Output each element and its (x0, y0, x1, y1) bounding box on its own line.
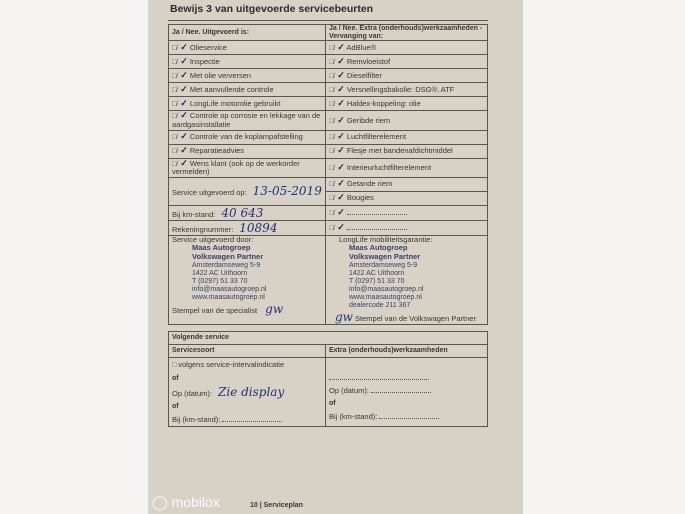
km-value: 40 643 (221, 205, 264, 220)
invoice-cell: Rekeningnummer: 10894 (169, 220, 326, 235)
title-rule (168, 20, 488, 21)
check-item: □/ ✓ Met olie verversen (169, 69, 326, 83)
signature: gw (335, 309, 353, 324)
right-header: Ja / Nee. Extra (onderhouds)werkzaamheden - Vervanging van: (326, 25, 488, 41)
service-table: Ja / Nee. Uitgevoerd is: Ja / Nee. Extra (onderhouds)werkzaamheden - Vervanging van: □/ ✓ Olieservice □/ ✓ AdBlue® □/ ✓ Inspectie □/ ✓ Remvloeistof □/ ✓ Met olie verversen □/ ✓ Dieselfilter □/ ✓ Met aanvullende controle □/ ✓ Versnellingsbakolie: DSG®, ATF □/ ✓ LongLife motorolie gebruikt □/ ✓ Haldex-koppeling: olie □/ ✓ Controle op corrosie en lekkage van de aardgasinstallatie □/ ✓ Geribde riem □/ ✓ Controle van de koplampafstelling □/ ✓ Luchtfilterelement □/ ✓ Reparatieadvies □/ ✓ Flesje met bandenafdichtmiddel □/ ✓ Wens klant (ook op de werkorder vermelden) □/ ✓ Interieurluchtfilterelement Service uitgevoerd op: 13-05-2019 □/ ✓ Getande riem □/ ✓ Bougies Bij km-stand: 40 643 □/ ✓ Rekeningnummer: 10894 □/ ✓ Service uitgevoerd door: Maas Autogroep Volkswagen Partner Amsterdamseweg 5-9 1422 AC Uithoorn T (0297) 51 33 70 info@maasautogroep.nl www.maasautogroep.nl Stempel van de specialist gw LongLife mobiliteitsgarantie: Maas Autogroep Volkswagen Partner Amsterdamseweg 5-9 1422 AC Uithoorn T (0297) 51 33 70 info@maasautogroep.nl www.maasautogroep.nl dealercode 211 367 gw Stempel van de Volkswagen Partner (168, 24, 488, 325)
check-item: □/ ✓ Dieselfilter (326, 69, 488, 83)
table-row (169, 144, 488, 158)
table-row (169, 97, 488, 111)
check-item: □/ ✓ Reparatieadvies (169, 144, 326, 158)
service-date: 13-05-2019 (252, 184, 322, 199)
check-item: □/ ✓ Inspectie (169, 55, 326, 69)
check-item: □/ ✓ Controle op corrosie en lekkage van de aardgasinstallatie (169, 111, 326, 130)
table-row (169, 111, 488, 130)
km-cell: Bij km-stand: 40 643 (169, 205, 326, 220)
table-row (169, 69, 488, 83)
check-item: □/ ✓ Met aanvullende controle (169, 83, 326, 97)
check-item: □/ ✓ Olieservice (169, 41, 326, 55)
document-body (168, 24, 488, 427)
next-service-table: Volgende service Servicesoort Extra (onderhouds)werkzaamheden □ volgens service-intervalindicatie of Op (datum): Zie display of Bij (km-stand): Op (datum): of Bij (km-stand): (168, 331, 488, 427)
check-item: □/ ✓ Versnellingsbakolie: DSG®, ATF (326, 83, 488, 97)
service-date-label: Service uitgevoerd op: (172, 188, 247, 198)
check-item: □/ ✓ Luchtfilterelement (326, 130, 488, 144)
check-item: □/ ✓ Wens klant (ook op de werkorder vermelden) (169, 158, 326, 177)
left-header: Ja / Nee. Uitgevoerd is: (169, 25, 326, 41)
check-item: □/ ✓ Geribde riem (326, 111, 488, 130)
service-date-cell (169, 177, 326, 205)
table-row (169, 55, 488, 69)
check-item: □/ ✓ Remvloeistof (326, 55, 488, 69)
page-title: Bewijs 3 van uitgevoerde servicebeurten (170, 3, 374, 15)
table-row (169, 158, 488, 177)
check-item: □/ ✓ LongLife motorolie gebruikt (169, 97, 326, 111)
table-row (169, 130, 488, 144)
check-item: □/ ✓ Flesje met bandenafdichtmiddel (326, 144, 488, 158)
signature: gw (265, 301, 284, 316)
next-date-value: Zie display (218, 384, 285, 399)
check-item: □/ ✓ Controle van de koplampafstelling (169, 130, 326, 144)
table-row (169, 41, 488, 55)
watermark: ◯ mobilox (152, 494, 220, 510)
extra-row: □/ ✓ Getande riem (326, 177, 488, 191)
stamp-left: Service uitgevoerd door: Maas Autogroep Volkswagen Partner Amsterdamseweg 5-9 1422 AC Uithoorn T (0297) 51 33 70 info@maasautogroep.nl www.maasautogroep.nl Stempel van de specialist gw (169, 235, 326, 324)
page-footer: 10 | Serviceplan (250, 502, 303, 509)
invoice-value: 10894 (239, 220, 278, 235)
stamp-right: LongLife mobiliteitsgarantie: Maas Autogroep Volkswagen Partner Amsterdamseweg 5-9 1422 AC Uithoorn T (0297) 51 33 70 info@maasautogroep.nl www.maasautogroep.nl dealercode 211 367 gw Stempel van de Volkswagen Partner (326, 235, 488, 324)
extra-row: □/ ✓ Bougies (326, 191, 488, 205)
check-item: □/ ✓ Haldex-koppeling: olie (326, 97, 488, 111)
check-item: □/ ✓ Interieurluchtfilterelement (326, 158, 488, 177)
check-item: □/ ✓ AdBlue® (326, 41, 488, 55)
table-row (169, 83, 488, 97)
